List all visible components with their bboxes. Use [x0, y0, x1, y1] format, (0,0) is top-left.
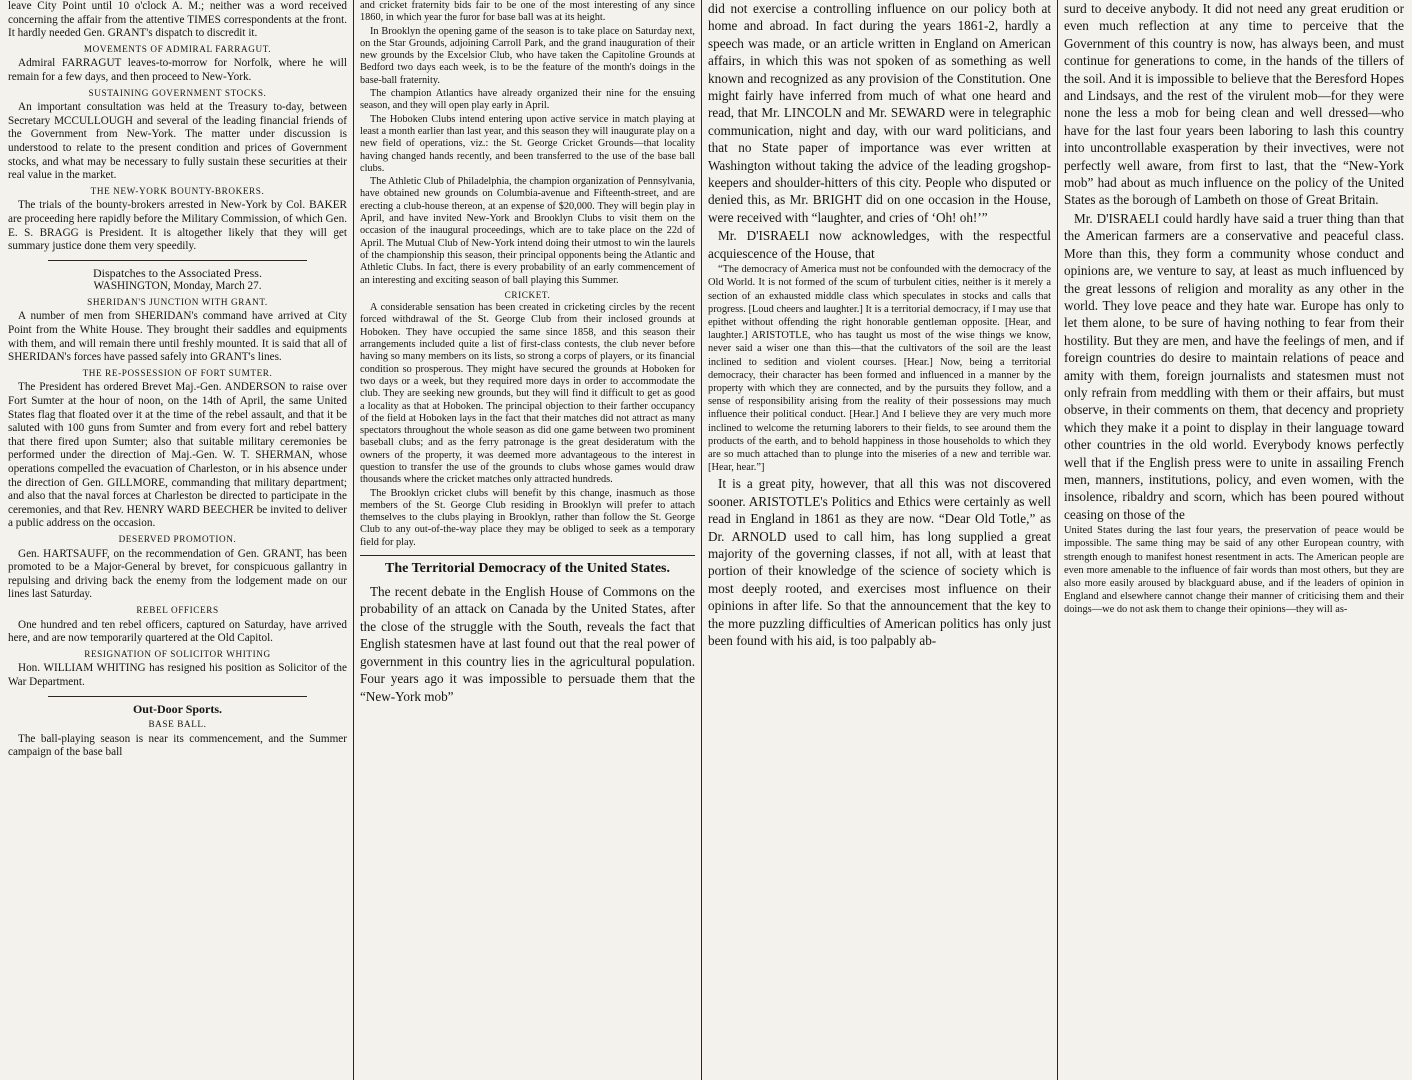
heading-sheridan: SHERIDAN'S JUNCTION WITH GRANT.	[87, 296, 268, 307]
paragraph-hoboken-clubs: The Hoboken Clubs intend entering upon active service in match playing at least a month earlier than last year, and this season they will inaugurate play on a new field of operations, viz.: the St. George Cricket Grounds—that locality having changed hands recently, and been transferred to the use of the base ball clubs.	[360, 113, 695, 174]
paragraph-controlling-influence: did not exercise a controlling influence on our policy both at home and abroad. In fact during the years 1861-2, hardly a speech was made, or an article written in England on American affairs, in which this was not spoken of as something as well known and recognized as any provision of the Constitution. One might fairly have inferred from much of what one heard and read, that Mr. LINCOLN and Mr. SEWARD were in telegraphic communication, night and day, with our ward politicians, and that no State paper of importance was ever written at Washington without taking the advice of the leading grogshop-keepers and shoulder-hitters of this city. People who disputed or denied this, as Mr. BRIGHT did on one occasion in the House, were received with “laughter, and cries of ‘Oh! oh!’”	[708, 1, 1051, 225]
heading-fort-sumter: THE RE-POSSESSION OF FORT SUMTER.	[82, 367, 273, 378]
divider-rule	[48, 696, 307, 697]
column-2	[354, 0, 702, 1080]
heading-stocks: SUSTAINING GOVERNMENT STOCKS.	[88, 87, 267, 98]
dateline: WASHINGTON, Monday, March 27.	[93, 280, 262, 293]
heading-cricket: CRICKET.	[504, 289, 551, 300]
heading-dispatches: Dispatches to the Associated Press.	[93, 265, 262, 280]
paragraph-cricket-fraternity: and cricket fraternity bids fair to be one of the most interesting of any since 1860, in which year the furor for base ball was at its height.	[360, 0, 695, 24]
paragraph-atlantics: The champion Atlantics have already organized their nine for the ensuing season, and they will open play early in April.	[360, 88, 695, 112]
paragraph-fort-sumter: The President has ordered Brevet Maj.-Gen. ANDERSON to raise over Fort Sumter at the hour of noon, on the 14th of April, the same United States flag that floated over it at the time of the rebel assault, and that it be saluted with 100 guns from Sumter and from every fort and rebel battery that there fired upon Sumter; also that suitable military ceremonies be performed under the direction of Maj.-Gen. W. T. SHERMAN, whose operations compelled the evacuation of Charleston, or in his absence under the direction of Gen. GILLMORE, commanding that military department; and also that the naval forces at Charleston be directed to participate in the ceremonies, and that Rev. HENRY WARD BEECHER be invited to deliver a public address on the occasion.	[8, 381, 347, 530]
paragraph-united-states: United States during the last four years, the preservation of peace would be impossible. The same thing may be said of any other European country, with strength enough to manifest honest resentment in acts. The American people are even more amenable to the influence of fair words than most others, but they are also more easily aroused by blackguard abuse, and if the leaders of opinion in England and elsewhere cannot change their manner of criticising them and their doings—we do not ask them to change their opinions—they will as-	[1064, 525, 1404, 616]
heading-out-door-sports: Out-Door Sports.	[132, 701, 223, 716]
heading-rebel-officers: REBEL OFFICERS	[136, 604, 219, 615]
paragraph-stocks: An important consultation was held at the Treasury to-day, between Secretary MCCULLOUGH and several of the leading financial friends of the Government from New-York. The matter under discussion is understood to relate to the present condition and prices of Government stocks, and what may be necessary to fully sustain these securities at their real value in the market.	[8, 101, 347, 182]
heading-farragut: MOVEMENTS OF ADMIRAL FARRAGUT.	[83, 43, 272, 54]
divider-rule	[360, 555, 695, 556]
heading-bounty-brokers: THE NEW-YORK BOUNTY-BROKERS.	[90, 185, 265, 196]
heading-whiting: RESIGNATION OF SOLICITOR WHITING	[84, 648, 271, 659]
quote-disraeli: “The democracy of America must not be confounded with the democracy of the Old World. It is not formed of the scum of turbulent cities, neither is it merely a section of an exhausted middle class which speculates in stocks and calls that progress. [Loud cheers and laughter.] It is a territorial democracy, if I may use that epithet without offending the right honorable gentleman opposite. [Hear, and laughter.] ARISTOTLE, who has taught us most of the wise things we know, never said a wiser one than this—that the cultivators of the soil are the least inclined to sedition and violent courses. [Hear.] Now, being a territorial democracy, their character has been formed and influenced in a manner by the property with which they are connected, and by the pursuits they follow, and a sense of responsibility arising from the reality of their possessions may much influence their political conduct. [Hear.] And I believe they are very much more inclined to welcome the returning laborers to their fields, to see around them the products of the earth, and to behold happiness in those households to which they are so much attached than to plunge into the miseries of a new and terrible war. [Hear, hear.”]	[708, 264, 1051, 474]
column-1	[2, 0, 354, 1080]
paragraph-base-ball: The ball-playing season is near its commencement, and the Summer campaign of the base ball	[8, 732, 347, 759]
paragraph-whiting: Hon. WILLIAM WHITING has resigned his position as Solicitor of the War Department.	[8, 662, 347, 688]
paragraph-st-george: A considerable sensation has been created in cricketing circles by the recent forced withdrawal of the St. George Club from their inclosed grounds at Hoboken. They have occupied the same since 1858, and this season their arrangements included quite a list of first-class contests, the club never before having so many members on its lists, so strong a corps of players, or its financial condition so prosperous. They might have secured the grounds at Hoboken for two days or a week, but they required more days in order to accommodate the club. They are seeking new grounds, but they will find it difficult to get as good a locality as that at Hoboken. The principal objection to their farther occupancy of the field at Hoboken lays in the fact that their matches did not attract as many spectators throughout the whole season as did one game between two prominent baseball clubs; and as the ferry patronage is the great desideratum with the owners of the property, it was deemed more advantageous to the interest in question to transfer the use of the grounds to clubs whose games would draw thousands where the cricket matches only attracted hundreds.	[360, 302, 695, 486]
paragraph-city-point: leave City Point until 10 o'clock A. M.; neither was a word received concerning the affair from the attentive TIMES correspondents at the front. It hardly needed Gen. GRANT's dispatch to discredit it.	[8, 0, 347, 40]
paragraph-truer-thing: Mr. D'ISRAELI could hardly have said a truer thing than that the American farmers are a conservative and peaceful class. More than this, they form a community whose conduct and opinions are, we venture to say, at least as much influenced by the great lessons of religion and morality as any other in the world. They love peace and they hate war. Europe has only to let them alone, to be sure of having nothing to fear from their hostility. But they are men, and have the feelings of men, and if foreign countries do desire to maintain relations of peace and amity with them, foreign journalists and statesmen must not only refrain from meddling with them or their affairs, but must observe, in their comments on them, that decency and propriety which they make it a point to display in their language toward other countries in the old world. Everybody knows perfectly well that if the English press were to unite in assailing French men, manners, institutions, policy, and even women, with the insolence, ribaldry and scorn, which has been poured without ceasing on those of the	[1064, 210, 1404, 522]
paragraph-brooklyn-cricket: The Brooklyn cricket clubs will benefit by this change, inasmuch as those members of the St. George Club residing in Brooklyn will prefer to attach themselves to the clubs playing in Brooklyn, rather than follow the St. George Club to any out-of-the-way place they may be obliged to seek as a temporary field for play.	[360, 487, 695, 548]
paragraph-rebel-officers: One hundred and ten rebel officers, captured on Saturday, have arrived here, and are now temporarily quartered at the Old Capitol.	[8, 618, 347, 645]
heading-promotion: DESERVED PROMOTION.	[118, 533, 237, 544]
paragraph-great-pity: It is a great pity, however, that all this was not discovered sooner. ARISTOTLE's Politics and Ethics were certainly as well read in England in 1861 as they are now. “Dear Old Totle,” as Dr. ARNOLD used to call him, has long supplied a great majority of the governing classes, if not all, with at least that portion of their knowledge of the science of society which is most deeply rooted, and exercises most influence on their opinions in after life. So that the announcement that the key to the more puzzling difficulties of American politics has only just been found with his aid, is too palpably ab-	[708, 476, 1051, 648]
divider-rule	[48, 260, 307, 261]
paragraph-absurd: surd to deceive anybody. It did not need any great erudition or even much reflection at any time to perceive that the Government of this country is now, has always been, and must continue for generations to come, in the hands of the tillers of the soil. And it is impossible to believe that the Beresford Hopes and Lindsays, and the rest of the virulent mob—for they were none the less a mob for being clean and well dressed—who have for the last four years been laboring to lash this country into uncontrollable exasperation by their invectives, were not perfectly well aware, from first to last, that the “New-York mob” had about as much influence on the policy of the United States as the borough of Lambeth on those of Great Britain.	[1064, 1, 1404, 208]
paragraph-promotion: Gen. HARTSAUFF, on the recommendation of Gen. GRANT, has been promoted to be a Major-General by brevet, for conspicuous gallantry in repulsing and driving back the enemy from the lodgement made on our lines last Saturday.	[8, 547, 347, 601]
column-4	[1058, 0, 1410, 1080]
heading-base-ball: BASE BALL.	[148, 719, 207, 730]
paragraph-athletic-club: The Athletic Club of Philadelphia, the champion organization of Pennsylvania, have obtained new grounds on Columbia-avenue and Fifteenth-street, and are erecting a club-house thereon, at an expense of $20,000. They will begin play in April, and have invited New-York and Brooklyn Clubs to visit them on the occasion of the inaugural proceedings, which are to take place on the 22d of April. The Mutual Club of New-York intend doing their utmost to win the laurels of the championship this season, their principal opponents being the Atlantic and Athletic Clubs. In fact, there is every probability of an early commencement of an interesting and exciting season of ball playing this Summer.	[360, 176, 695, 286]
column-3	[702, 0, 1058, 1080]
paragraph-disraeli-acknowledges: Mr. D'ISRAELI now acknowledges, with the respectful acquiescence of the House, that	[708, 228, 1051, 261]
paragraph-debate: The recent debate in the English House of Commons on the probability of an attack on Canada by the United States, after the close of the struggle with the South, reveals the fact that English statesmen have at last found out that the real power of government in this country lies in the agricultural population. Four years ago it was impossible to persuade them that the “New-York mob”	[360, 584, 695, 704]
paragraph-farragut: Admiral FARRAGUT leaves-to-morrow for Norfolk, where he will remain for a few days, and then proceed to New-York.	[8, 57, 347, 83]
paragraph-sheridan: A number of men from SHERIDAN's command have arrived at City Point from the White House. They brought their saddles and equipments with them, and will remain there until freshly mounted. It is said that all of SHERIDAN's forces have passed safely into GRANT's lines.	[8, 310, 347, 364]
paragraph-bounty-brokers: The trials of the bounty-brokers arrested in New-York by Col. BAKER are proceeding here rapidly before the Military Commission, of which Gen. E. S. BRAGG is President. It is altogether likely that they will get summary justice done them very speedily.	[8, 199, 347, 253]
article-title: The Territorial Democracy of the United States.	[385, 561, 670, 577]
paragraph-brooklyn-opening: In Brooklyn the opening game of the season is to take place on Saturday next, on the Star Grounds, adjoining Carroll Park, and the grand inauguration of their new grounds by the Excelsior Club, who have taken the Capitoline Grounds at Bedford two days each week, is to be the feature of the month's doings in the base-ball fraternity.	[360, 25, 695, 86]
